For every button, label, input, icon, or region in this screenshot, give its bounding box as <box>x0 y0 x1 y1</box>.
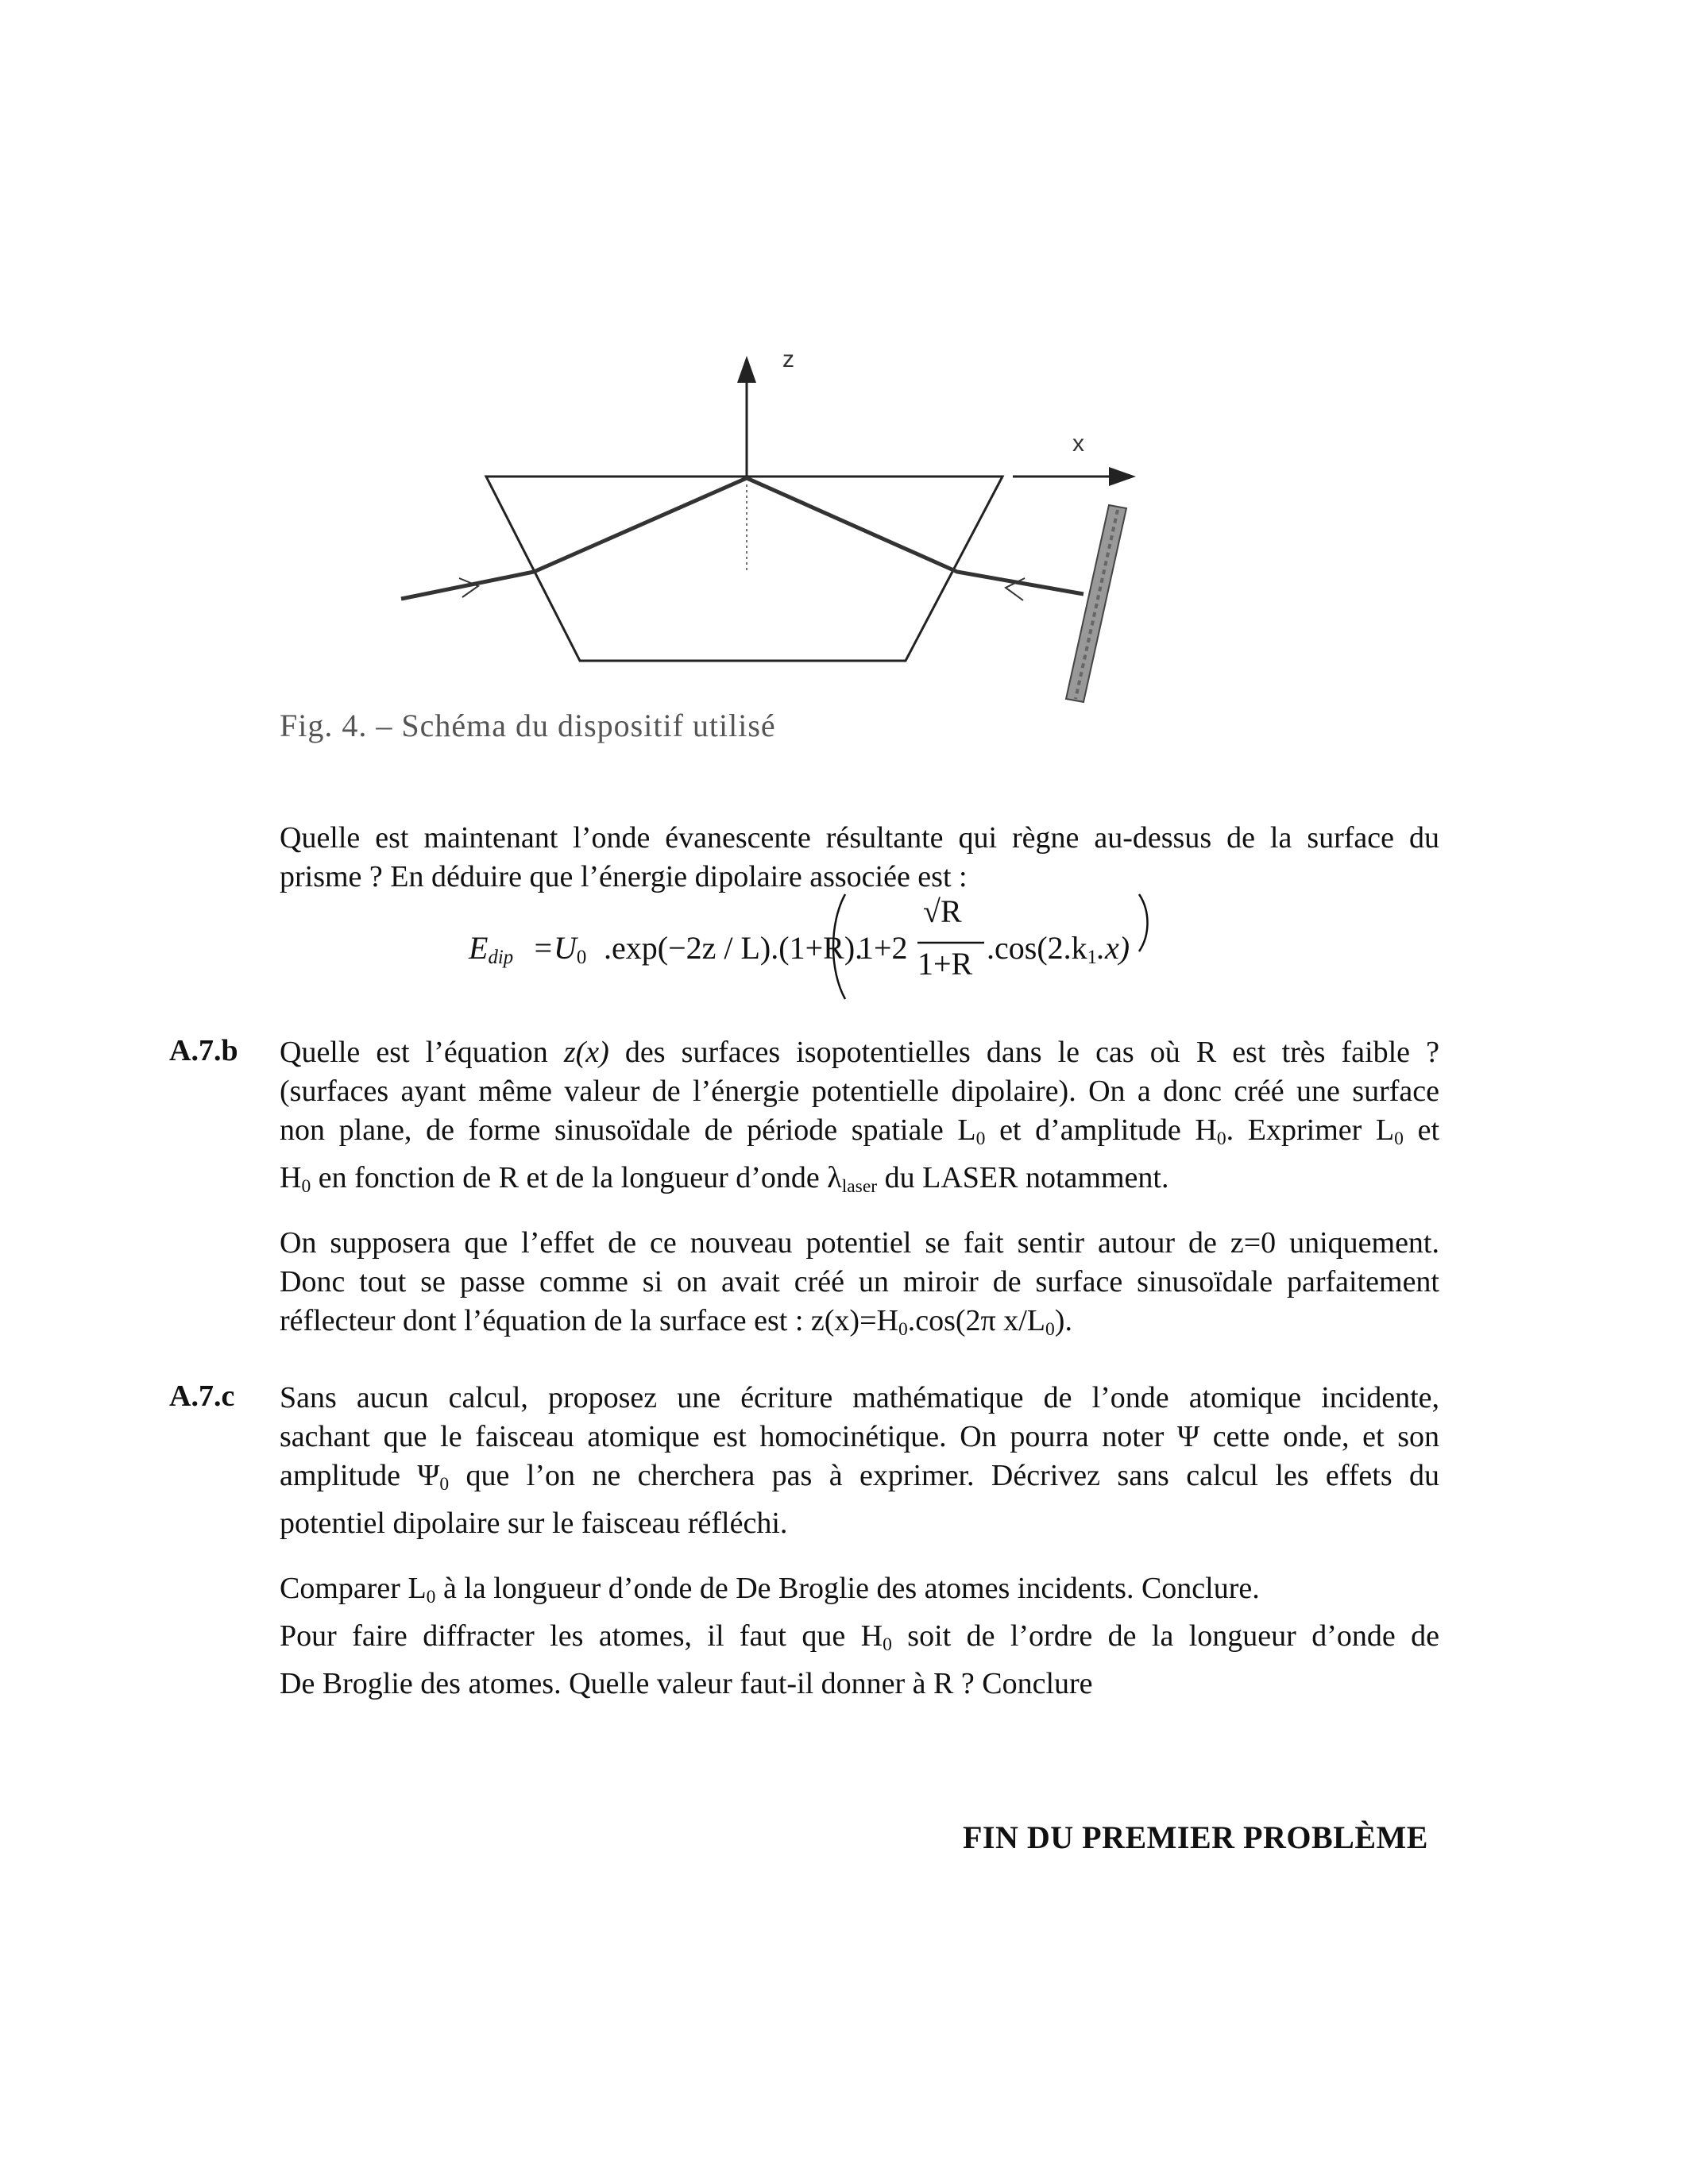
compare-line-1: Comparer $L_0$ à la longueur d’onde de De Broglie des atomes incidents. Conclure. <box>280 1572 1260 1607</box>
z-axis-label: z <box>782 346 794 372</box>
equation-numerator: √R <box>923 893 962 929</box>
a7b-line-2: (surfaces ayant même valeur de l’énergie potentielle dipolaire). On a donc créé une surface <box>280 1075 1439 1108</box>
compare-line-3: De Broglie des atomes. Quelle valeur faut-il donner à R ? Conclure <box>280 1666 1093 1700</box>
prism-diagram <box>381 334 1184 723</box>
intro-paragraph <box>280 819 1439 897</box>
label-a7b: A.7.b <box>169 1034 238 1067</box>
a7b-line-3: non plane, de forme sinusoïdale de période spatiale $L_0$ et d’amplitude $H_0$. Exprimer $L_0$ et <box>280 1113 1440 1149</box>
equation-one-plus-two: 1+2 <box>858 930 908 966</box>
equation-denominator: 1+R <box>917 946 973 982</box>
intro-line-1: Quelle est maintenant l’onde évanescente résultante qui règne au-dessus de la surface du <box>280 821 1439 855</box>
a7b-line-1: Quelle est l’équation z(x) des surfaces isopotentielles dans le cas où R est très faible ? <box>280 1036 1439 1069</box>
compare-paragraph <box>280 1569 1439 1704</box>
z-axis-arrowhead <box>737 356 756 383</box>
x-axis-label: x <box>1072 430 1084 457</box>
a7b-paragraph <box>280 1033 1439 1206</box>
dipole-energy-equation <box>469 891 1184 1002</box>
suppose-line-3: réflecteur dont l’équation de la surface est : $z(x)=H_0.\cos(2\pi$ $x/L_0$). <box>280 1304 1072 1340</box>
right-parenthesis <box>1134 891 1158 955</box>
fraction-bar <box>917 941 984 944</box>
suppose-paragraph <box>280 1224 1439 1349</box>
figure-caption: Fig. 4. – Schéma du dispositif utilisé <box>280 708 776 743</box>
label-a7c: A.7.c <box>169 1379 235 1413</box>
a7c-line-3: amplitude $\Psi_0$ que l’on ne cherchera pas à exprimer. Décrivez sans calcul les effets du <box>280 1459 1439 1495</box>
x-axis-arrowhead <box>1109 467 1136 486</box>
a7c-line-4: potentiel dipolaire sur le faisceau réfléchi. <box>280 1506 788 1540</box>
equation-cos: $.\cos(2.k_1.x)$ <box>987 930 1130 969</box>
a7c-paragraph <box>280 1379 1439 1543</box>
equation-u0: $=U_0$ <box>532 930 587 969</box>
intro-line-2: prisme ? En déduire que l’énergie dipolaire associée est : <box>280 860 968 893</box>
a7b-line-4: $H_0$ en fonction de R et de la longueur d’onde $\lambda_{laser}$ du LASER notamment. <box>280 1160 1169 1197</box>
a7c-line-1: Sans aucun calcul, proposez une écriture mathématique de l’onde atomique incidente, <box>280 1381 1439 1414</box>
suppose-line-1: On supposera que l’effet de ce nouveau potentiel se fait sentir autour de z=0 uniquement. <box>280 1226 1439 1260</box>
left-parenthesis <box>826 891 850 1002</box>
laser-beam <box>401 478 1083 599</box>
equation-lhs: $E_{dip}$ <box>469 930 514 969</box>
end-of-problem: FIN DU PREMIER PROBLÈME <box>963 1819 1428 1855</box>
equation-exp: .exp(−2z / L).(1+R). <box>604 930 863 966</box>
a7c-line-2: sachant que le faisceau atomique est homocinétique. On pourra noter Ψ cette onde, et son <box>280 1420 1439 1453</box>
compare-line-2: Pour faire diffracter les atomes, il faut que $H_0$ soit de l’ordre de la longueur d’onde de <box>280 1619 1439 1655</box>
prism <box>486 477 1002 661</box>
suppose-line-2: Donc tout se passe comme si on avait créé un miroir de surface sinusoïdale parfaitement <box>280 1265 1439 1298</box>
